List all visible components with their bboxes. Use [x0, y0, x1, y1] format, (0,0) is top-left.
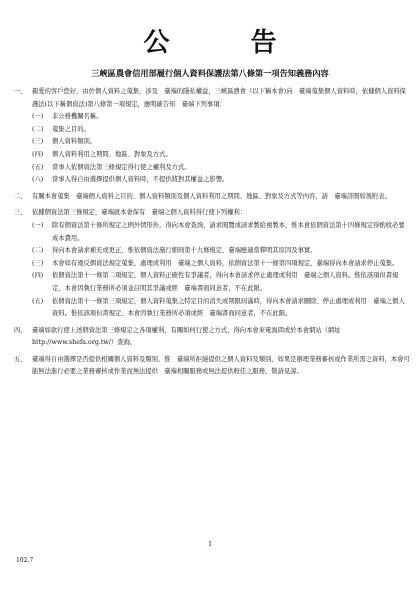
- item-text: 依個資法第十一條第三項規定，個人資料蒐集之特定目的消失或期限屆滿時，得向本會請求刪除、停止處理或利用 臺端之個人資料。惟依該項但書規定，本會因執行業務所必須或經 臺端書面同意者，不在此限。: [52, 297, 405, 318]
- section-text: 有關本會蒐集 臺端個人資料之目的、個人資料類別及個人資料利用之期間、地區、對象及方式等內容，請 臺端詳閱如後附表。: [32, 192, 391, 200]
- list-item: [32, 149, 410, 162]
- section-text: 臺端如欲行使上述個資法第三條規定之各項權利，有關如何行使之方式，得向本會來電詢問或於本會網站（網址 http://www.shefa.org.tw/）查詢。: [32, 326, 341, 347]
- item-text: 蒐集之目的。: [52, 125, 90, 133]
- section-number: 二、: [14, 192, 27, 200]
- item-number: (六): [32, 176, 44, 184]
- section-text: 臺端得自由選擇是否提供相關個人資料及類別，惟 臺端所拒絕提供之個人資料及類別，如果是辦理業務審核或作業所需之資料，本會可能無法進行必要之業務審核或作業而無法提供 臺端相關服務或無法提供較佳之服務，敬請見諒。: [32, 355, 410, 376]
- item-text: 非公務機關名稱。: [52, 113, 103, 121]
- item-text: 得向本會請求補充或更正，惟依個資法施行細則第十九條規定，臺端應適當釋明其原因及事實。: [52, 247, 317, 255]
- section-text: 依據個資法第三條規定，臺端就本會保有 臺端之個人資料得行使下列權利：: [32, 209, 247, 217]
- section-3: [14, 207, 410, 320]
- item-text: 當事人依個資法第三條規定得行使之權利及方式。: [52, 163, 191, 171]
- item-number: (二): [32, 247, 44, 255]
- item-text: 當事人得自由選擇提供個人資料時，不提供將對其權益之影響。: [52, 176, 229, 184]
- section-number: 一、: [14, 88, 27, 95]
- section-number: 五、: [14, 355, 27, 363]
- item-number: (三): [32, 138, 44, 146]
- item-number: (一): [32, 221, 44, 229]
- section-text: 親愛的客戶您好，由於個人資料之蒐集，涉及 臺端的隱私權益，三峽區農會（以下稱本會)向 臺端蒐集個人資料時，依據個人資料保護法(以下稱個資法)第八條第一項規定，應明確告知 臺端下列事項：: [32, 88, 406, 108]
- section-5: [14, 354, 410, 379]
- list-item: [32, 111, 410, 124]
- item-number: (三): [32, 259, 44, 267]
- list-item: [32, 162, 410, 175]
- section-4: [14, 325, 410, 350]
- item-number: (四): [32, 150, 44, 158]
- footer-version-code: 102.7: [16, 557, 34, 564]
- list-item: [32, 124, 410, 137]
- item-text: 除有個資法第十條所規定之例外情形外，得向本會查詢、請求閱覽或請求製給複製本，惟本會依個資法第十四條規定得酌收必要成本費用。: [52, 221, 405, 242]
- page-subtitle: 三峽區農會信用部履行個人資料保護法第八條第一項告知義務內容: [91, 68, 329, 78]
- item-number: (五): [32, 163, 44, 171]
- page-title: 公 告: [143, 28, 313, 58]
- page-number: 1: [208, 541, 212, 548]
- list-item: [32, 136, 410, 149]
- list-item: [32, 258, 410, 271]
- item-text: 依個資法第十一條第二項規定，個人資料正確性有爭議者，得向本會請求停止處理或利用 臺端之個人資料。惟依該項但書規定，本會因執行業務所必須並註明其爭議或經 臺端書面同意者，不在此限。: [52, 272, 399, 292]
- item-text: 本會如有違反個資法規定蒐集、處理或利用 臺端之個人資料，依個資法第十一條第四項規定，臺端得向本會請求停止蒐集。: [52, 259, 399, 267]
- item-text: 個人資料類別。: [52, 138, 97, 146]
- item-number: (五): [32, 297, 44, 305]
- item-number: (二): [32, 125, 44, 133]
- item-number: (四): [32, 272, 44, 280]
- item-text: 個人資料利用之期間、地區、對象及方式。: [52, 150, 172, 158]
- notice-body: [14, 86, 410, 383]
- list-item: [32, 296, 410, 321]
- section-items: [32, 111, 410, 187]
- list-item: [32, 220, 410, 245]
- section-number: 四、: [14, 326, 27, 334]
- section-2: [14, 191, 410, 204]
- item-number: (一): [32, 113, 44, 121]
- list-item: [32, 270, 410, 295]
- list-item: [32, 174, 410, 187]
- list-item: [32, 245, 410, 258]
- section-number: 三、: [14, 209, 27, 217]
- section-1: [14, 86, 410, 187]
- section-items: [32, 220, 410, 321]
